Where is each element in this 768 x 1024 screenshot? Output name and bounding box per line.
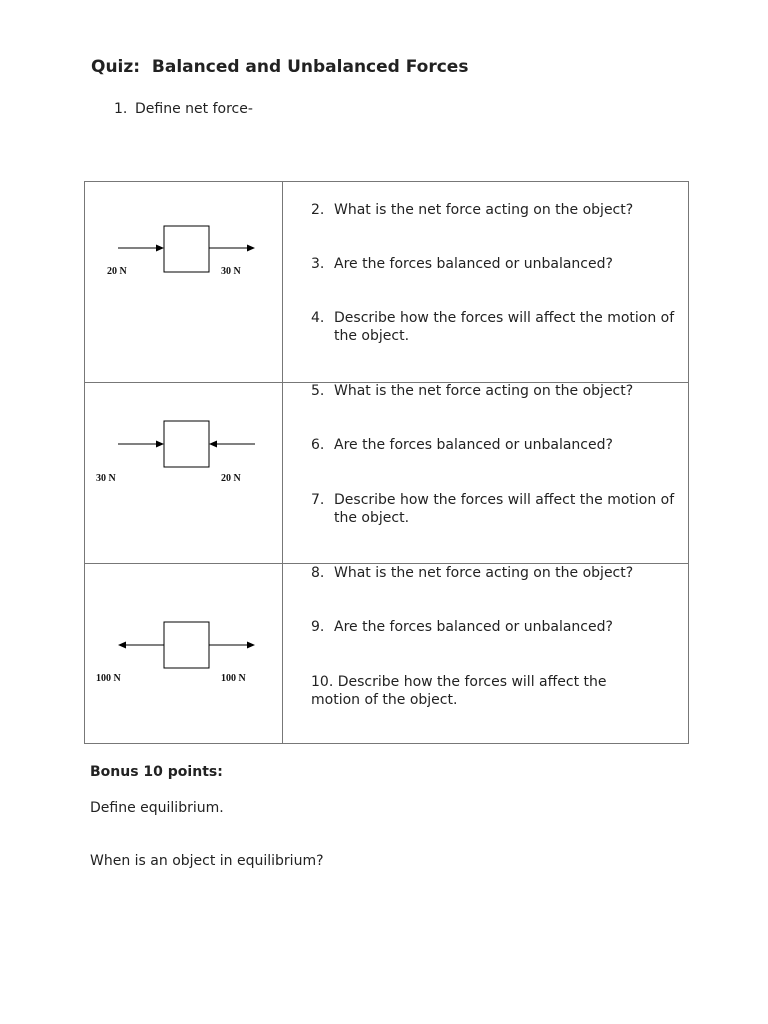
question-text: Describe how the forces will affect the motion of the object. (334, 492, 675, 526)
bonus-question-1: Define equilibrium. (90, 800, 224, 816)
question-text: What is the net force acting on the object? (334, 383, 634, 399)
column-divider (282, 182, 283, 743)
question-text: Define net force- (135, 101, 253, 117)
force-diagram-3 (85, 563, 282, 744)
question-number: 4. (311, 310, 325, 326)
question-10 (311, 673, 641, 709)
force-diagram-1 (85, 182, 282, 382)
question-text: What is the net force acting on the object? (334, 565, 634, 581)
question-9 (311, 618, 686, 636)
force-label-right: 100 N (221, 673, 246, 684)
bonus-question-2: When is an object in equilibrium? (90, 853, 324, 869)
question-text: Are the forces balanced or unbalanced? (334, 437, 613, 453)
force-diagram-svg (85, 182, 282, 382)
question-text: What is the net force acting on the object? (334, 202, 634, 218)
question-text: Are the forces balanced or unbalanced? (334, 619, 613, 635)
force-label-left: 30 N (96, 473, 116, 484)
force-label-right: 30 N (221, 266, 241, 277)
question-5 (311, 382, 686, 400)
question-8 (311, 564, 686, 582)
arrowhead-icon (118, 642, 126, 649)
force-diagram-svg (85, 382, 282, 563)
question-number: 1. (114, 101, 128, 117)
question-text: Are the forces balanced or unbalanced? (334, 256, 613, 272)
question-4 (311, 309, 686, 345)
bonus-heading: Bonus 10 points: (90, 764, 223, 780)
question-1 (114, 101, 253, 117)
question-7 (311, 491, 686, 527)
question-number: 8. (311, 565, 325, 581)
force-label-left: 100 N (96, 673, 121, 684)
quiz-title: Quiz: Balanced and Unbalanced Forces (91, 57, 469, 77)
object-box (164, 421, 209, 467)
arrowhead-icon (247, 245, 255, 252)
force-label-right: 20 N (221, 473, 241, 484)
object-box (164, 226, 209, 272)
question-number: 3. (311, 256, 325, 272)
question-number: 6. (311, 437, 325, 453)
question-2 (311, 201, 686, 219)
force-diagram-table (84, 181, 689, 744)
arrowhead-icon (247, 642, 255, 649)
question-number: 2. (311, 202, 325, 218)
arrowhead-icon (209, 441, 217, 448)
question-number: 9. (311, 619, 325, 635)
arrowhead-icon (156, 245, 164, 252)
force-label-left: 20 N (107, 266, 127, 277)
arrowhead-icon (156, 441, 164, 448)
question-3 (311, 255, 686, 273)
object-box (164, 622, 209, 668)
force-diagram-2 (85, 382, 282, 563)
question-number: 7. (311, 492, 325, 508)
question-text: Describe how the forces will affect the motion of the object. (334, 310, 675, 344)
force-diagram-svg (85, 563, 282, 744)
question-text: Describe how the forces will affect the motion of the object. (311, 674, 607, 708)
question-number: 10. (311, 674, 334, 690)
question-6 (311, 436, 686, 454)
question-number: 5. (311, 383, 325, 399)
